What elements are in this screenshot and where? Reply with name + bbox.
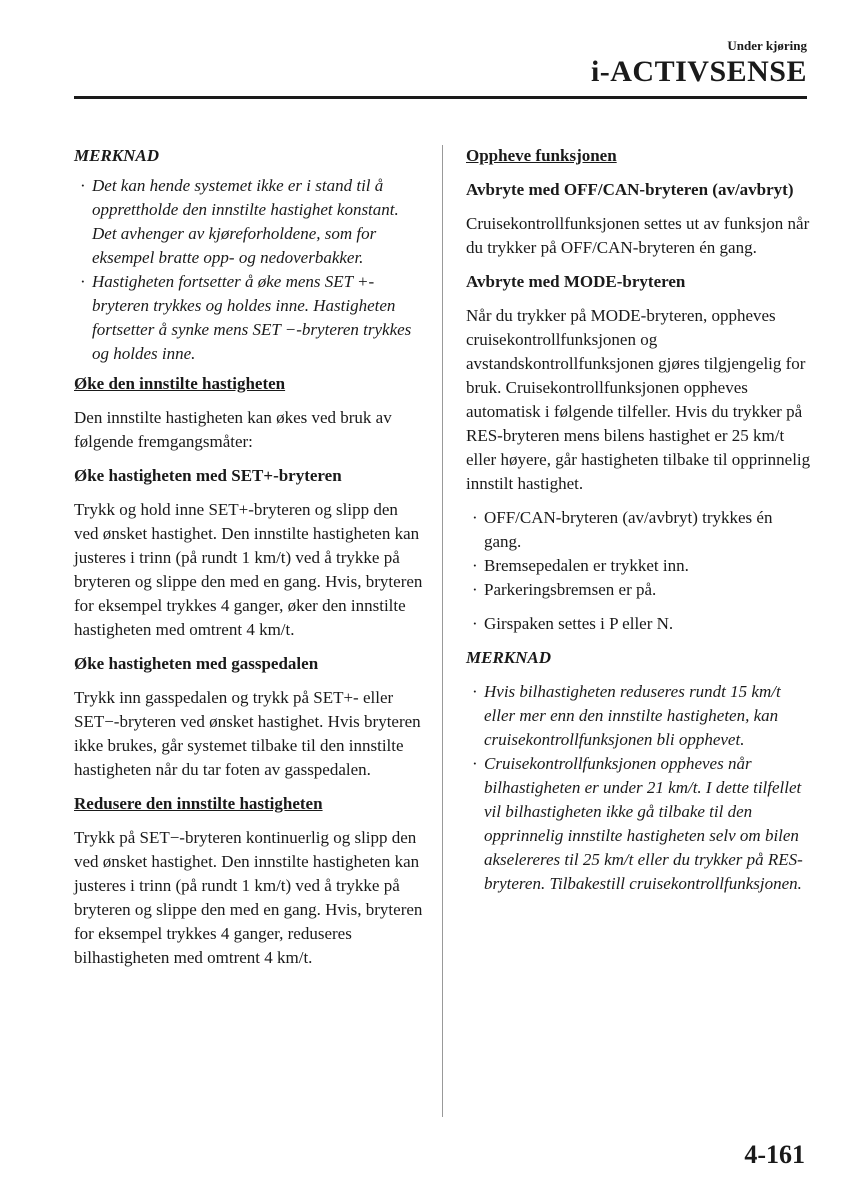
- reduce-text: Trykk på SET−-bryteren kontinuerlig og slipp den ved ønsket hastighet. Den innstilte hastigheten kan justeres i trinn (på rundt 1 km/t) ved å trykke på bryteren og slippe den med en gang. Hvis, bryteren for eksempel trykkes 4 ganger, reduseres bilhastigheten med omtrent 4 km/t.: [74, 828, 423, 967]
- note-list: [74, 174, 424, 366]
- increase-intro: Den innstilte hastigheten kan økes ved bruk av følgende fremgangsmåter:: [74, 408, 392, 451]
- set-plus-text: Trykk og hold inne SET+-bryteren og slipp den ved ønsket hastighet. Den innstilte hastigheten kan justeres i trinn (på rundt 1 km/t) ved å trykke på bryteren og slippe den med en gang. Hvis, bryteren for eksempel trykkes 4 ganger, øker den innstilte hastigheten med omtrent 4 km/t.: [74, 500, 423, 639]
- note-item: · Cruisekontrollfunksjonen oppheves når bilhastigheten er under 21 km/t. I dette tilfellet vil bilhastigheten ikke gå tilbake til den opprinnelig innstilte hastigheten selv om bilen akselereres til 25 km/t eller du trykker på RES-bryteren. Tilbakestill cruisekontrollfunksjonen.: [466, 752, 811, 896]
- increase-heading: Øke den innstilte hastigheten: [74, 374, 286, 393]
- list-item: · Parkeringsbremsen er på.: [466, 578, 811, 602]
- left-column: [74, 144, 424, 970]
- offcan-text: Cruisekontrollfunksjonen settes ut av funksjon når du trykker på OFF/CAN-bryteren én gang.: [466, 214, 810, 257]
- mode-heading: Avbryte med MODE-bryteren: [466, 272, 686, 291]
- reduce-heading: Redusere den innstilte hastigheten: [74, 794, 323, 813]
- header-rule: [74, 96, 807, 99]
- note-label: MERKNAD: [74, 146, 160, 165]
- list-item: · Girspaken settes i P eller N.: [466, 612, 811, 636]
- note-item: · Det kan hende systemet ikke er i stand til å opprettholde den innstilte hastighet konstant. Det avhenger av kjøreforholdene, som for eksempel bratte opp- og nedoverbakker.: [74, 174, 424, 270]
- note-list: [466, 680, 811, 896]
- section-label: Under kjøring: [727, 38, 807, 53]
- note-item: · Hvis bilhastigheten reduseres rundt 15 km/t eller mer enn den innstilte hastigheten, kan cruisekontrollfunksjonen bli opphevet.: [466, 680, 811, 752]
- note-item: · Hastigheten fortsetter å øke mens SET +-bryteren trykkes og holdes inne. Hastigheten fortsetter å synke mens SET −-bryteren trykkes og holdes inne.: [74, 270, 424, 366]
- list-item: · OFF/CAN-bryteren (av/avbryt) trykkes én gang.: [466, 506, 811, 554]
- right-column: [466, 144, 811, 896]
- list-item: · Bremsepedalen er trykket inn.: [466, 554, 811, 578]
- note-label: MERKNAD: [466, 648, 552, 667]
- cancel-case-list: [466, 506, 811, 602]
- chapter-title: i-ACTIVSENSE: [590, 55, 807, 88]
- mode-text: Når du trykker på MODE-bryteren, oppheves cruisekontrollfunksjonen og avstandskontrollfunksjonen gjøres tilgjengelig for bruk. Cruisekontrollfunksjonen oppheves automatisk i følgende tilfeller. Hvis du trykker på RES-bryteren mens bilens hastighet er 25 km/t eller høyere, går hastigheten tilbake til opprinnelig innstilt hastighet.: [466, 306, 811, 493]
- offcan-heading: Avbryte med OFF/CAN-bryteren (av/avbryt): [466, 180, 794, 199]
- set-plus-heading: Øke hastigheten med SET+-bryteren: [74, 466, 342, 485]
- gas-text: Trykk inn gasspedalen og trykk på SET+- eller SET−-bryteren ved ønsket hastighet. Hvis bryteren ikke brukes, går systemet tilbake til den innstilte hastigheten når du tar foten av gasspedalen.: [74, 688, 421, 779]
- gas-heading: Øke hastigheten med gasspedalen: [74, 654, 319, 673]
- cancel-heading: Oppheve funksjonen: [466, 146, 617, 165]
- cancel-case-last: [466, 612, 811, 636]
- column-divider: [442, 145, 443, 1117]
- page-number: 4-161: [744, 1140, 805, 1169]
